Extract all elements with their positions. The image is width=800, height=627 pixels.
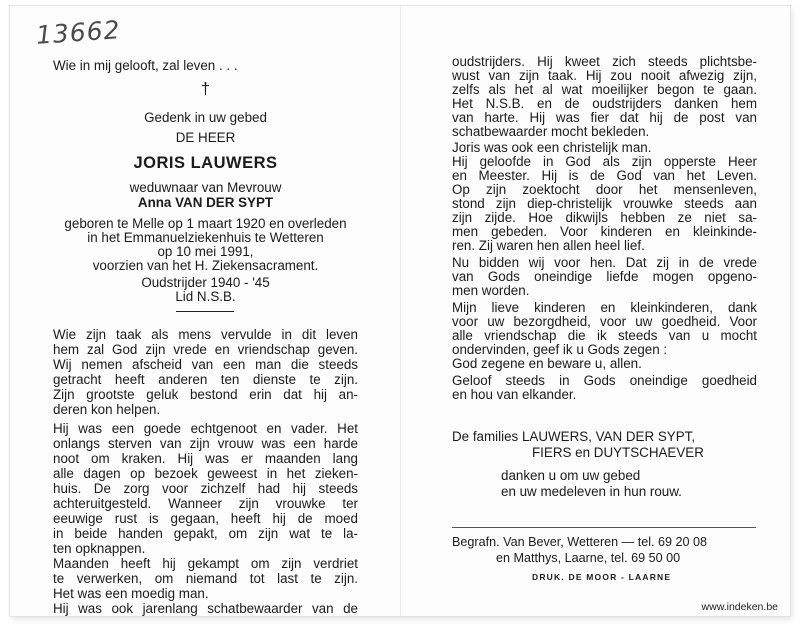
footer-divider xyxy=(452,527,756,528)
deceased-name: JORIS LAUWERS xyxy=(133,154,278,172)
birth-line: op 10 mei 1991, xyxy=(157,244,254,259)
text-line: en Meester. Hij is de God van het Leven. xyxy=(452,168,757,183)
text-line: Het N.S.B. en de oudstrijders danken hem xyxy=(452,96,757,111)
text-line: Hij geloofde in God als zijn opperste Heer xyxy=(452,154,757,169)
text-line: Hij was een goede echtgenoot en vader. Het xyxy=(53,421,358,436)
thanks-line: en uw medeleven in hun rouw. xyxy=(501,484,682,499)
birth-line: geboren te Melle op 1 maart 1920 en overleden xyxy=(64,216,347,231)
undertaker-line: en Matthys, Laarne, tel. 69 50 00 xyxy=(496,551,681,565)
text-line: zijn zijde. Hoe dikwijls hebben ze niet sa- xyxy=(452,210,757,225)
text-line: alle dagen op bezoek geweest in het zieken- xyxy=(53,466,358,481)
text-line: te verwerken, om niemand tot last te zijn. xyxy=(53,571,358,586)
handwritten-number: 13662 xyxy=(35,15,122,50)
weduwnaar-line: weduwnaar van Mevrouw xyxy=(129,180,282,195)
text-line: onlangs sterven van zijn vrouw was een harde xyxy=(53,436,358,451)
watermark: www.indeken.be xyxy=(701,601,778,613)
text-line: schatbewaarder mocht bekleden. xyxy=(452,124,650,139)
text-line: voor uw bezorgdheid, voor uw goedheid. Voor xyxy=(452,314,757,329)
text-line: Wij nemen afscheid van een man die steeds xyxy=(53,357,358,372)
oudstrijder-line: Oudstrijder 1940 - '45 xyxy=(141,275,270,290)
text-line: deren kon helpen. xyxy=(53,402,161,417)
text-line: oudstrijders. Hij kweet zich steeds plichtsbe- xyxy=(452,54,757,69)
text-line: achteruitgesteld. Wanneer zijn vrouwke ter xyxy=(53,496,358,511)
text-line: zelfs als het al wat moeilijker begon te gaan. xyxy=(452,82,757,97)
text-line: Hij was ook jarenlang schatbewaarder van de xyxy=(53,601,358,616)
gedenk-line: Gedenk in uw gebed xyxy=(144,110,267,125)
text-line: noot om kraken. Hij was er maanden lang xyxy=(53,451,358,466)
thanks-line: danken u om uw gebed xyxy=(501,468,641,483)
text-line: men worden. xyxy=(452,283,530,298)
lid-line: Lid N.S.B. xyxy=(175,289,236,304)
card-fold xyxy=(400,6,401,616)
text-line: Wie zijn taak als mens vervulde in dit leven xyxy=(53,327,358,342)
text-line: eeuwige rust is gegaan, heeft hij de moed xyxy=(53,511,358,526)
text-line: Joris was ook een christelijk man. xyxy=(452,140,652,155)
text-line: ten opknappen. xyxy=(53,541,146,556)
undertaker-line: Begrafn. Van Bever, Wetteren — tel. 69 20 08 xyxy=(452,535,708,549)
birth-line: voorzien van het H. Ziekensacrament. xyxy=(92,258,319,273)
cross-symbol: † xyxy=(200,79,211,98)
text-line: men gebeden. Voor kinderen en kleinkinde- xyxy=(452,224,757,239)
text-line: alle vriendschap die ik steeds van u mocht xyxy=(452,328,757,343)
text-line: huis. De zorg voor zichzelf had hij steeds xyxy=(53,481,358,496)
text-line: Het was een moedig man. xyxy=(53,586,209,601)
wife-name: Anna VAN DER SYPT xyxy=(137,195,274,210)
text-line: Geloof steeds in Gods oneindige goedheid xyxy=(452,373,757,388)
text-line: getracht heeft anderen ten dienste te zijn. xyxy=(53,372,358,387)
text-line: Zijn grootste geluk bestond erin dat hij an- xyxy=(53,387,358,402)
families-line: FIERS en DUYTSCHAEVER xyxy=(532,445,704,460)
text-line: hem zal God zijn vrede en vriendschap geven. xyxy=(53,342,358,357)
birth-line: in het Emmanuelziekenhuis te Wetteren xyxy=(87,230,324,245)
text-line: wust van zijn taak. Hij zou nooit afwezig zijn, xyxy=(452,68,757,83)
divider xyxy=(176,311,234,312)
text-line: Op zijn zoektocht door het mensenleven, xyxy=(452,182,757,197)
families-line: De families LAUWERS, VAN DER SYPT, xyxy=(452,429,696,444)
text-line: van harte. Hij was fier dat hij de post van xyxy=(452,110,757,125)
printer-credit: DRUK. DE MOOR - LAARNE xyxy=(532,572,672,582)
text-line: Mijn lieve kinderen en kleinkinderen, dank xyxy=(452,300,757,315)
text-line: stond zijn diep-christelijk vrouwke steeds aan xyxy=(452,196,757,211)
text-line: in beide handen gepakt, om zijn wat te la- xyxy=(53,526,358,541)
de-heer: DE HEER xyxy=(175,130,236,145)
text-line: van Gods oneindige liefde mogen opgeno- xyxy=(452,269,757,284)
text-line: Maanden heeft hij gekampt om zijn verdriet xyxy=(53,556,358,571)
text-line: God zegene en beware u, allen. xyxy=(452,356,642,371)
text-line: ren. Zij waren hen allen heel lief. xyxy=(452,238,645,253)
motto: Wie in mij gelooft, zal leven . . . xyxy=(53,58,238,73)
text-line: ondervinden, geef ik u Gods zegen : xyxy=(452,342,668,357)
text-line: Nu bidden wij voor hen. Dat zij in de vrede xyxy=(452,255,757,270)
text-line: en hou van elkander. xyxy=(452,387,577,402)
